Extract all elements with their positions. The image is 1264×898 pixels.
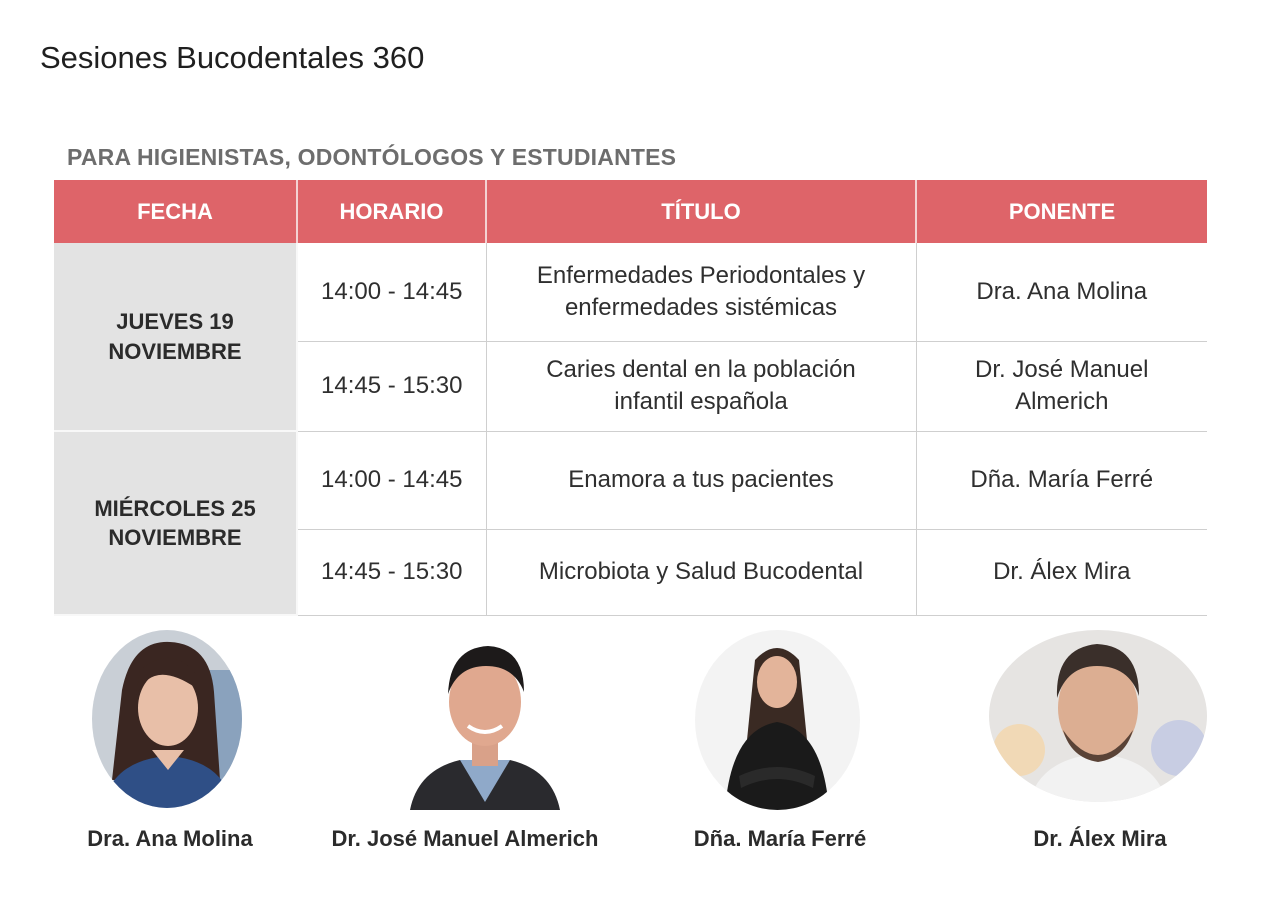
schedule-table xyxy=(54,180,1207,616)
title-cell xyxy=(486,529,916,615)
title-line: Caries dental en la población xyxy=(546,356,856,384)
time-cell: 14:45 - 15:30 xyxy=(297,341,486,431)
speaker-name: Dña. María Ferré xyxy=(693,826,867,851)
portrait-image xyxy=(92,630,242,808)
title-line: Enfermedades Periodontales y xyxy=(536,261,866,289)
title-cell xyxy=(486,431,916,529)
portrait-image xyxy=(695,630,860,810)
header-ponente: PONENTE xyxy=(916,180,1207,243)
speaker-photo xyxy=(695,630,860,810)
speaker-cell xyxy=(916,431,1207,529)
table-row xyxy=(54,431,1207,529)
speaker-line: Dr. Álex Mira xyxy=(993,558,1131,586)
date-month: NOVIEMBRE xyxy=(108,338,242,364)
portrait-image xyxy=(989,630,1207,802)
date-cell xyxy=(54,431,297,615)
date-cell xyxy=(54,243,297,431)
time-cell: 14:00 - 14:45 xyxy=(297,243,486,341)
title-cell xyxy=(486,341,916,431)
table-row xyxy=(54,243,1207,341)
time-cell: 14:00 - 14:45 xyxy=(297,431,486,529)
speaker-photo xyxy=(410,630,560,810)
date-month: NOVIEMBRE xyxy=(108,525,242,550)
speaker-photo xyxy=(989,630,1207,802)
speaker-line: Dr. José Manuel xyxy=(975,356,1149,384)
portrait-image xyxy=(410,630,560,810)
time-cell: 14:45 - 15:30 xyxy=(297,529,486,615)
title-line: enfermedades sistémicas xyxy=(564,293,838,321)
header-titulo: TÍTULO xyxy=(486,180,916,243)
title-line: Microbiota y Salud Bucodental xyxy=(538,558,864,586)
speaker-name: Dr. José Manuel Almerich xyxy=(331,826,599,851)
speaker-photo xyxy=(92,630,242,808)
speaker-line: Dra. Ana Molina xyxy=(976,277,1148,305)
header-fecha: FECHA xyxy=(54,180,297,243)
speaker-line: Almerich xyxy=(1015,388,1109,415)
audience-subtitle: PARA HIGIENISTAS, ODONTÓLOGOS Y ESTUDIANTES xyxy=(67,144,677,170)
table-header-row xyxy=(54,180,1207,243)
date-day: JUEVES 19 xyxy=(116,309,234,335)
speaker-cell xyxy=(916,529,1207,615)
speaker-cell xyxy=(916,243,1207,341)
speaker-line: Dña. María Ferré xyxy=(970,466,1154,494)
title-line: Enamora a tus pacientes xyxy=(568,466,834,494)
speaker-name: Dra. Ana Molina xyxy=(87,826,253,851)
page-title: Sesiones Bucodentales 360 xyxy=(40,40,425,75)
title-line: infantil española xyxy=(614,388,788,415)
header-horario: HORARIO xyxy=(297,180,486,243)
speakers-gallery xyxy=(0,630,1264,870)
speaker-name: Dr. Álex Mira xyxy=(1033,826,1167,851)
date-day: MIÉRCOLES 25 xyxy=(94,495,256,521)
title-cell xyxy=(486,243,916,341)
speaker-cell xyxy=(916,341,1207,431)
